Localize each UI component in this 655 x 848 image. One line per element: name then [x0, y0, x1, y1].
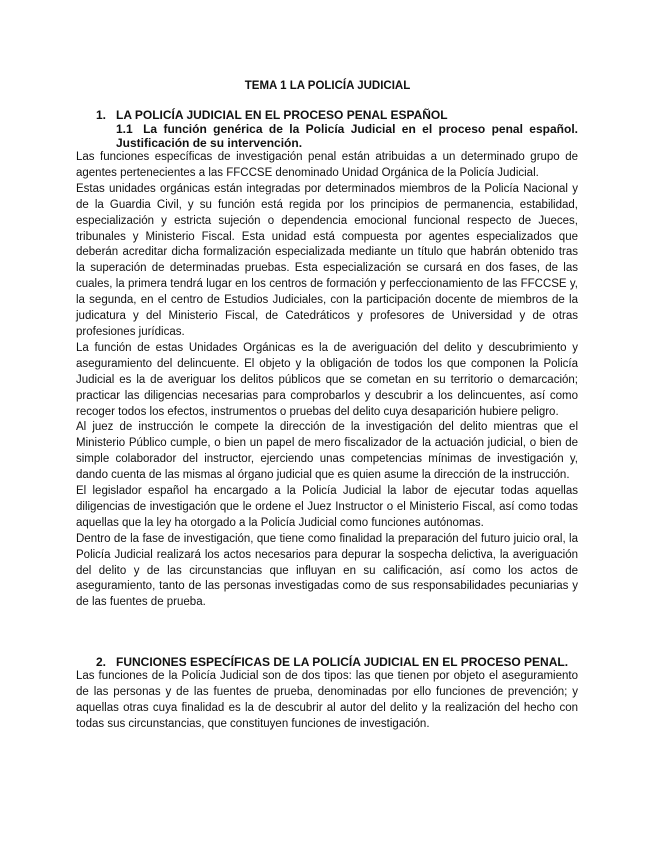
- section-2: [76, 655, 578, 733]
- section-1-number: 1.: [96, 108, 107, 122]
- paragraph: Las funciones de la Policía Judicial son de dos tipos: las que tienen por objeto el aseguramiento de las personas y de las fuentes de prueba, denominadas por ello funciones de prevención; y aquellas otras cuya finalidad es la de descubrir al autor del delito y la realización del hecho con todas sus circunstancias, que constituyen funciones de investigación.: [76, 670, 578, 730]
- section-1-heading: [76, 108, 578, 122]
- paragraph: Las funciones específicas de investigación penal están atribuidas a un determinado grupo de agentes pertenecientes a las FFCCSE denominado Unidad Orgánica de la Policía Judicial.: [76, 151, 578, 179]
- subsection-1-1-number: 1.1: [116, 122, 133, 136]
- paragraph: El legislador español ha encargado a la Policía Judicial la labor de ejecutar todas aquellas diligencias de investigación que le ordene el Juez Instructor o el Ministerio Fiscal, así como todas aquellas que la ley ha otorgado a la Policía Judicial como funciones autónomas.: [76, 485, 578, 529]
- paragraph: La función de estas Unidades Orgánicas es la de averiguación del delito y descubrimiento y aseguramiento del delincuente. El objeto y la obligación de todos los que componen la Policía Judicial es la de averiguar los delitos públicos que se cometan en su territorio o demarcación; practicar las diligencias necesarias para comprobarlos y descubrir a los delincuentes, así como recoger todos los efectos, instrumentos o pruebas del delito cuya desaparición hubiere peligro.: [76, 341, 578, 418]
- section-2-heading-text: FUNCIONES ESPECÍFICAS DE LA POLICÍA JUDICIAL EN EL PROCESO PENAL.: [116, 655, 569, 669]
- subsection-1-1-heading-text: La función genérica de la Policía Judicial en el proceso penal español. Justificación de su intervención.: [116, 122, 578, 150]
- section-1: [76, 108, 578, 611]
- subsection-1-1-heading: [76, 122, 578, 150]
- section-2-heading: [76, 655, 578, 669]
- paragraph: Al juez de instrucción le compete la dirección de la investigación del delito mientras que el Ministerio Público cumple, o bien un papel de mero fiscalizador de la actuación judicial, o bien de simple colaborador del instructor, ejerciendo unas competencias mínimas de investigación y, dando cuenta de las mismas al órgano judicial que es quien asume la dirección de la instrucción.: [76, 421, 578, 482]
- section-2-number: 2.: [96, 655, 107, 669]
- paragraph: Estas unidades orgánicas están integradas por determinados miembros de la Policía Nacional y de la Guardia Civil, y su función está regida por los principios de permanencia, estabilidad, especialización y estricta sujeción o dependencia emocional funcional respecto de Jueces, tribunales y Ministerio Fiscal. Esta unidad está compuesta por agentes especializados que deberán acreditar dicha formalización especializada mediante un título que habrán obtenido tras la superación de determinadas pruebas. Esta especialización se cursará en dos fases, de las cuales, la primera tendrá lugar en los centros de formación y perfeccionamiento de las FFCCSE y, la segunda, en el centro de Estudios Judiciales, con la participación docente de miembros de la judicatura y del Ministerio Fiscal, de Catedráticos y profesores de Universidad y de otras profesiones jurídicas.: [76, 182, 578, 338]
- document-title: TEMA 1 LA POLICÍA JUDICIAL: [244, 80, 411, 92]
- section-1-heading-text: LA POLICÍA JUDICIAL EN EL PROCESO PENAL ESPAÑOL: [116, 108, 448, 122]
- paragraph: Dentro de la fase de investigación, que tiene como finalidad la preparación del futuro juicio oral, la Policía Judicial realizará los actos necesarios para depurar la sospecha delictiva, la averiguación del delito y de las circunstancias que influyan en su calificación, así como los actos de aseguramiento, tanto de las personas investigadas como de sus responsabilidades pecuniarias y de las fuentes de prueba.: [76, 532, 578, 609]
